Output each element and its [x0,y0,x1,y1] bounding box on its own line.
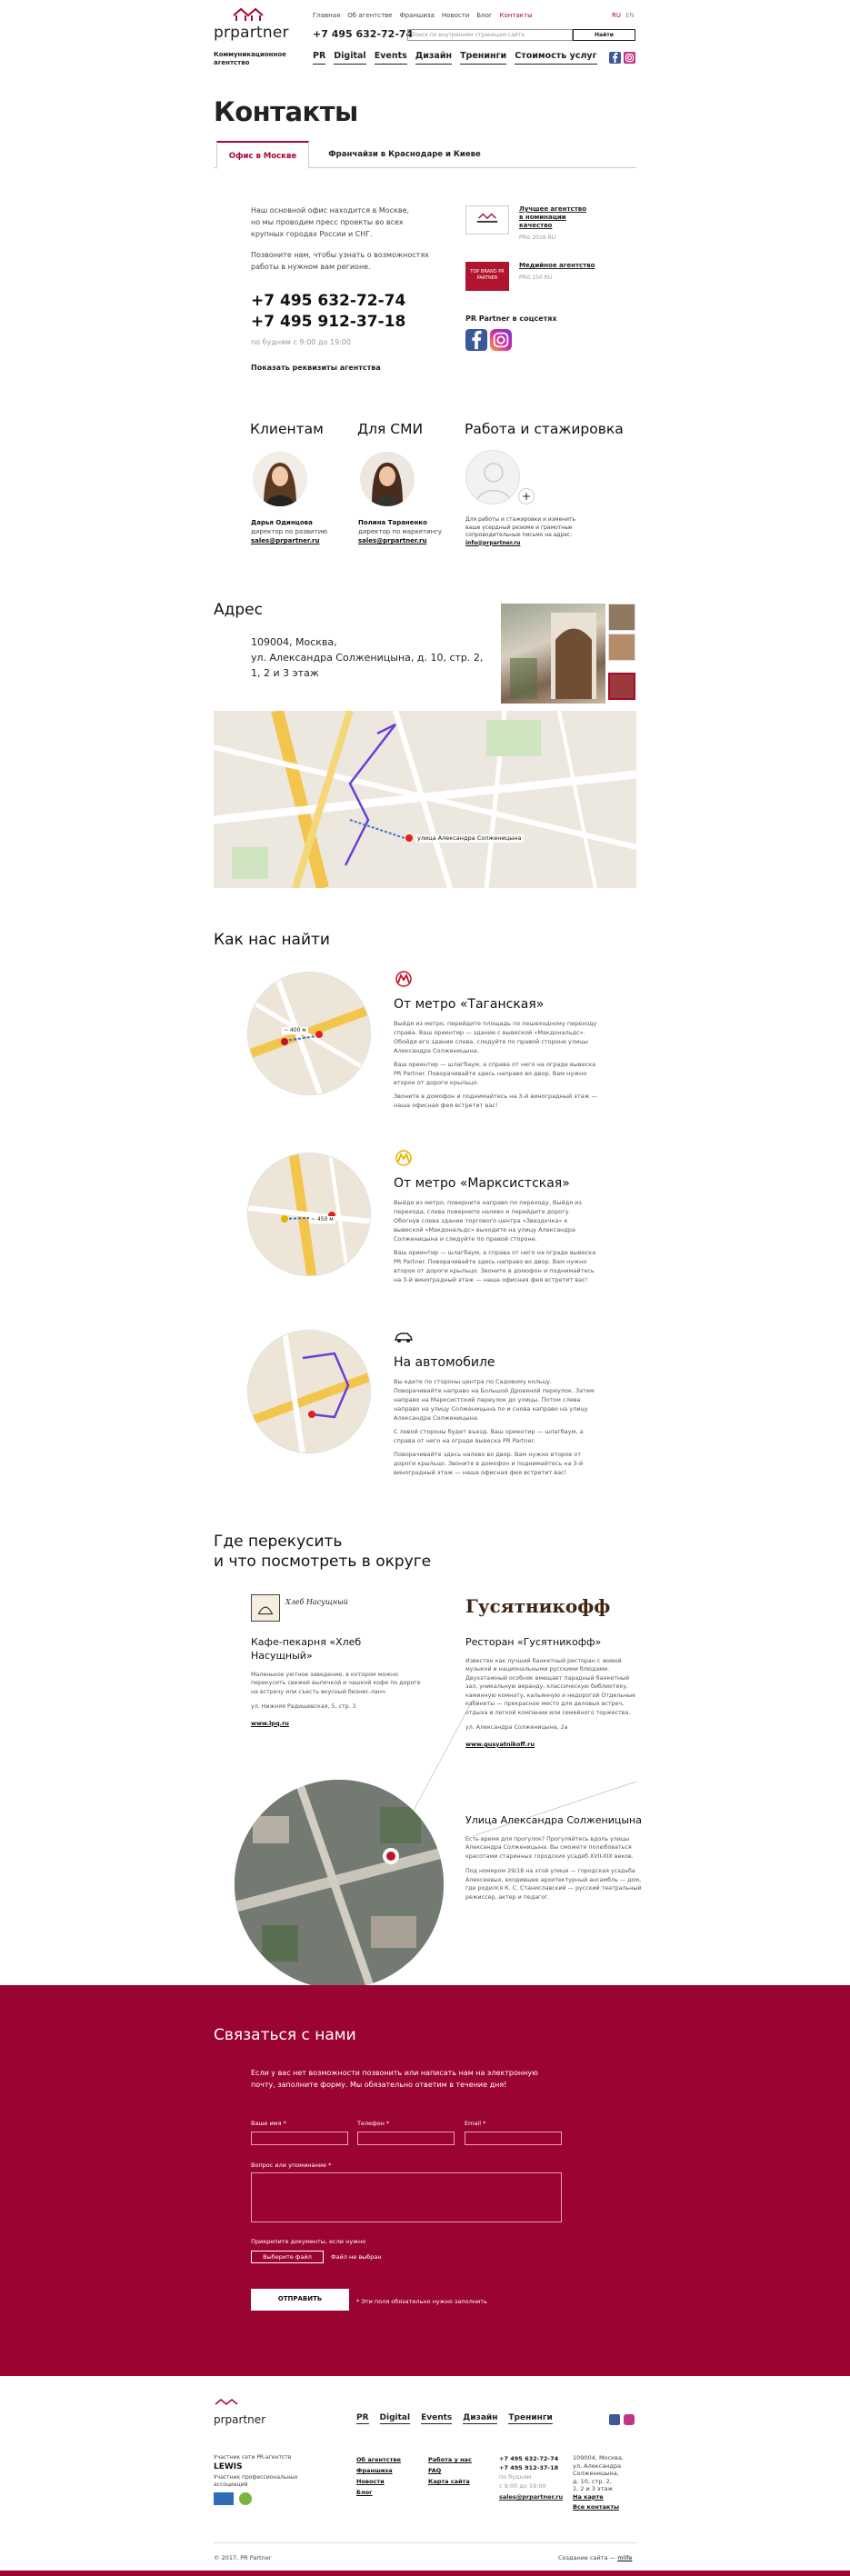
route-text: Ваш ориентир — шлагбаум, а справа от него на ограде вывеска PR Partner. Поворачивайте здесь направо во двор. Вам нужно второе от дороги крыльцо. [394,1061,596,1087]
main-nav-item[interactable]: Стоимость услуг [515,51,596,65]
footer-membership: Участник сети PR-агентств LEWIS Участник профессиональных ассоциаций [214,2454,298,2505]
footer-nav-item[interactable]: PR [356,2412,369,2424]
distance-badge: ~ 450 м [311,1216,334,1223]
route-title: От метро «Таганская» [394,997,545,1013]
map-link[interactable]: На карте [573,2492,604,2501]
top-nav-item[interactable]: Блог [476,12,493,19]
address-map[interactable] [214,711,636,888]
footer-logo[interactable]: prpartner [214,2398,265,2427]
made-by-link[interactable]: mlife [617,2554,633,2561]
place-link[interactable]: www.gusyatnikoff.ru [465,1740,535,1748]
footer-address: 109004, Москва, ул. Александра Солженицына, д. 10, стр. 2, 1, 2 и 3 этаж На карте Все контакты [573,2454,624,2511]
email-input[interactable] [465,2132,562,2145]
careers-heading: Работа и стажировка [465,421,624,437]
main-nav-item[interactable]: Тренинги [460,51,506,65]
photo-thumb[interactable] [608,604,635,631]
search-input[interactable]: Поиск по внутренним страницам сайта [407,29,573,41]
file-button[interactable]: Выберите файл [251,2251,324,2263]
route-text: Выйдя из метро, поверните направо по переходу. Выйдя из перехода, слева поверните налево и перейдите дорогу. Обогнув слева здание торгового центра «Звездочка» к вывеской «Макдональдс» выходите на улицу Александра Солженицына и следуйте по правой стороне. [394,1199,582,1243]
office-phone-1[interactable]: +7 495 632-72-74 [251,292,406,310]
avatar [360,452,415,506]
contact-careers: Для работы и стажировки и изменить ваше усердный резюме и грамотные сопроводительные письмо на адрес: info@prpartner.ru [465,516,576,546]
footer-email[interactable]: sales@prpartner.ru [499,2493,564,2501]
photo-thumb-active[interactable] [608,673,635,700]
contact-clients: Дарья Одинцова директор по развитию sales@prpartner.ru [251,519,328,544]
lang-switch [612,12,635,20]
form-heading: Связаться с нами [214,2026,356,2044]
file-status: Файл не выбран [331,2253,382,2261]
email-label: Email * [465,2120,486,2127]
place-restaurant: Ресторан «Гусятникофф» Известен как лучший банкетный ресторан с живой музыкой и национальными русскими блюдами. Двухэтажный особняк вмещает парадный банкетный зал, уникальную веранду, классическую библиотеку, каминную комнату, кальянную и недорогой Отдельные кабинеты — прекрасное место для деловых встреч, отдыха и легкой компании или семейного торжества. ул. Александра Солженицына, 2а www.gusyatnikoff.ru [465,1632,638,1750]
distance-badge: ~ 400 м [284,1027,306,1033]
main-nav-item[interactable]: Дизайн [415,51,452,65]
route-text: Выйдя из метро, перейдите площадь по пешеходному переходу справа. Ваш ориентир — здание с вывеской «Макдональдс». Обойдя его здание слева, следуйте по правой стороне улицы Александра Солженицына. [394,1020,597,1055]
rating-badge: TOP BRAND PR PARTNER [465,262,509,291]
avatar [253,452,307,506]
form-intro: Если у вас нет возможности позвонить или написать нам на электронную почту, заполните форму. Мы обязательно ответим в течение дня! [251,2069,538,2089]
route-text: Ваш ориентир — шлагбаум, а справа от него на ограде вывеска PR Partner. Поворачивайте здесь направо во двор. Вам нужно второе от дороги крыльцо. Звоните в домофон и поднимайтесь на 3-й виноградный этаж — наша офисная фея встретит вас! [394,1249,596,1284]
main-nav-item[interactable]: Digital [334,51,365,65]
rating-title-1[interactable]: Лучшее агентство в номинации качество [519,205,587,229]
car-icon [394,1329,414,1345]
main-nav-item[interactable]: PR [313,51,325,65]
logo[interactable] [214,7,289,67]
association-logo [239,2492,252,2505]
footer-nav-item[interactable]: Дизайн [463,2412,497,2424]
contact-form-section [0,1985,850,2376]
logo-tagline: Коммуникационное агентство [214,51,286,67]
search-button[interactable]: Найти [573,29,635,41]
all-contacts-link[interactable]: Все контакты [573,2503,620,2511]
association-logo [214,2492,234,2505]
route-text: Поворачивайте здесь налево во двор. Вам нужно второе от дороги крыльцо. Звоните в домофон и поднимайтесь на 3-й виноградный этаж — наша офисная фея встретит вас! [394,1451,584,1477]
footer-col-1: Об агентстве Франшиза Новости Блог [356,2456,401,2496]
route-marksistskaya [394,1150,598,1289]
route-taganskaya [394,971,598,1114]
logo-text: prpartner [214,24,289,43]
clients-heading: Клиентам [250,421,324,437]
office-phone-2[interactable]: +7 495 912-37-18 [251,313,406,331]
address-text: 109004, Москва, ул. Александра Солженицына, д. 10, стр. 2, 1, 2 и 3 этаж [251,636,484,679]
aerial-photo [235,1780,444,1989]
rating-title-2[interactable]: Медийное агентство [519,262,595,269]
footer-nav-item[interactable]: Тренинги [508,2412,552,2424]
instagram-icon[interactable] [624,2414,635,2425]
lang-en[interactable]: EN [625,12,635,19]
page-title: Контакты [214,96,358,127]
email-link[interactable]: info@prpartner.ru [465,539,521,546]
house-logo-icon [232,7,266,22]
route-text: Звоните в домофон и поднимайтесь на 3-й виноградный этаж — наша офисная фея встретит вас! [394,1093,598,1110]
email-link[interactable]: sales@prpartner.ru [358,537,427,544]
lewis-logo: LEWIS [214,2462,243,2471]
main-nav [313,51,597,65]
copyright: © 2017, PR Partner [214,2554,272,2561]
question-textarea[interactable] [251,2172,562,2222]
contact-media: Полина Тараненко директор по маркетингу sales@prpartner.ru [358,519,443,544]
social-title: PR Partner в соцсетях [465,315,557,323]
rating-sub-1: PRG 2016 RU [519,235,556,241]
office-intro: Наш основной офис находится в Москве, но мы проводим пресс проекты во всех крупных городах России и СНГ. Позвоните нам, чтобы узнать о возможностях работы в нужном вам регионе. [251,206,429,271]
phone-label: Телефон * [357,2120,390,2127]
instagram-icon[interactable] [490,329,512,351]
map-label: улица Александра Солженицына [417,834,522,842]
facebook-icon[interactable] [465,329,487,351]
place-bakery: Кафе-пекарня «Хлеб Насущный» Маленькое уютное заведение, в котором можно перекусить свежей выпечкой и чашкой кофе по дороге на встречу или съесть вкусный бизнес-ланч. ул. Нижняя Радищевская, 5, стр. 3 www.lpq.ru [251,1632,424,1729]
top-nav-item[interactable]: Об агентстве [347,12,393,19]
avatar-placeholder [465,450,520,504]
bottom-bar [0,2571,850,2576]
facebook-icon[interactable] [609,52,621,64]
email-link[interactable]: sales@prpartner.ru [251,537,320,544]
route-car [394,1329,598,1482]
nearby-heading: Где перекусить и что посмотреть в округе [214,1533,432,1571]
name-input[interactable] [251,2132,348,2145]
bakery-logo-icon [251,1594,280,1622]
route-map-taganskaya [247,972,371,1095]
footer-contacts: +7 495 632-72-74 +7 495 912-37-18 по будням с 9:00 до 19:00 sales@prpartner.ru [499,2455,564,2501]
instagram-icon[interactable] [624,52,635,64]
photo-thumb[interactable] [608,634,635,661]
route-text: Вы едете по стороны центра по Садовому кольцу. Поворачивайте направо на Большой Дровяной переулок. Затем направо на Марксистский переулок до улицы. Потом слева направо на улицу Солженицына по и снова направо на улицу Александра Солженицына. [394,1378,595,1423]
tab-moscow[interactable]: Офис в Москве [216,141,309,169]
header-phone[interactable]: +7 495 632-72-74 [313,28,414,40]
top-nav [313,12,533,20]
place-link[interactable]: www.lpq.ru [251,1719,289,1727]
route-title: На автомобиле [394,1355,495,1371]
restaurant-logo: Гусятникофф [465,1595,611,1617]
rating-logo-1 [465,205,509,235]
place-title: Ресторан «Гусятникофф» [465,1636,602,1648]
route-map-car [247,1330,371,1453]
footer-nav-item[interactable]: Digital [380,2412,411,2424]
requisites-link[interactable]: Показать реквизиты агентства [251,364,381,372]
office-photo [501,604,605,704]
tab-franchise[interactable]: Франчайзи в Краснодаре и Киеве [328,150,481,159]
metro-icon [394,971,414,987]
tab-bar [214,141,636,168]
bakery-logo-text: Хлеб Насущный [285,1598,348,1606]
required-note: * Эти поля обязательно нужно заполнить [356,2298,487,2305]
route-text: С левой стороны будет въезд. Ваш ориентир — шлагбаум, а справа от него на ограде вывеска PR Partner. [394,1428,584,1445]
house-logo-icon [214,2398,241,2409]
place-street: Улица Александра Солженицына Есть время для прогулок? Прогуляйтесь вдоль улицы Александра Солженицына. Вы сможете полюбоваться красотами старинных городских усадеб XVII-XIX веков. Под номером 29/18 на этой улице — городская усадьба Алексеевых, входившее архитектурный ансамбль — дом, где родился К. С. Станиславский — русский театральный режиссер, актер и педагог. [465,1811,647,1908]
footer-nav-item[interactable]: Events [421,2412,452,2424]
top-nav-item[interactable]: Новости [441,12,470,19]
media-heading: Для СМИ [357,421,424,437]
phone-input[interactable] [357,2132,455,2145]
top-nav-item-active[interactable]: Контакты [499,12,533,19]
place-title: Улица Александра Солженицына [465,1814,642,1826]
made-by: Создание сайта — mlife [558,2554,633,2561]
metro-icon [394,1150,414,1166]
find-heading: Как нас найти [214,931,330,949]
place-title: Кафе-пекарня «Хлеб Насущный» [251,1636,362,1662]
name-label: Ваше имя * [251,2120,286,2127]
submit-button[interactable]: ОТПРАВИТЬ [251,2289,349,2311]
top-nav-item[interactable]: Франшиза [399,12,435,19]
office-hours: по будням с 9:00 до 19:00 [251,338,351,346]
facebook-icon[interactable] [609,2414,620,2425]
attach-label: Прикрепите документы, если нужно [251,2238,366,2245]
top-nav-item[interactable]: Главная [313,12,341,19]
rating-sub-2: PRG 150 RU [519,275,553,281]
footer-nav [356,2412,553,2424]
address-heading: Адрес [214,601,263,619]
add-icon: + [518,488,535,504]
question-label: Вопрос или упоминание * [251,2162,332,2169]
lang-ru[interactable]: RU [612,12,621,19]
route-title: От метро «Марксистская» [394,1176,570,1192]
route-map-marksistskaya [247,1153,371,1276]
main-nav-item[interactable]: Events [375,51,407,65]
footer-col-2: Работа у нас FAQ Карта сайта [428,2456,472,2485]
footer-divider [214,2542,636,2543]
house-logo-icon [466,206,508,234]
